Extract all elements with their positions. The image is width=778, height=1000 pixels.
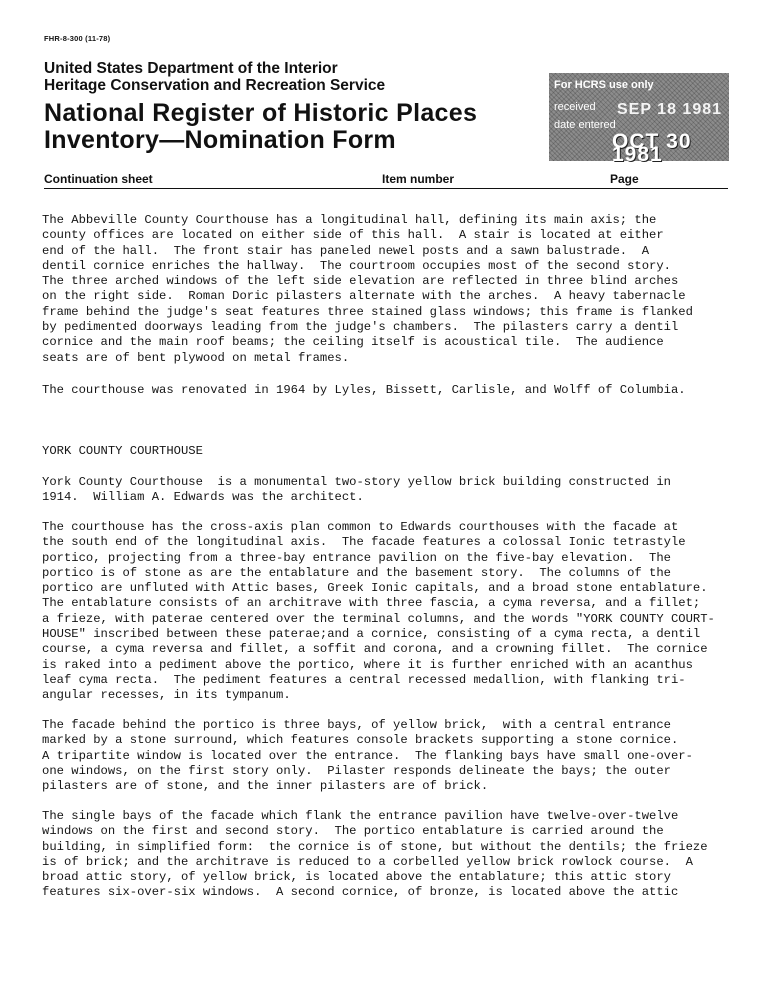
paragraph-abbeville-interior: The Abbeville County Courthouse has a longitudinal hall, defining its main axis; the county offices are located on either side of this hall. A stair is located at either end of the hall. The front stair has paneled newel posts and a sawn balustrade. A dentil cornice enriches the hallway. The courtroom occupies most of the second story. The three arched windows of the left side elevation are reflected in three blind arches on the right side. Roman Doric pilasters alternate with the arches. A heavy tabernacle frame behind the judge's seat features three stained glass windows; this frame is flanked by pedimented doorways leading from the judge's chambers. The pilasters carry a dentil cornice and the main roof beams; the ceiling itself is acoustical tile. The audience seats are of bent plywood on metal frames.: [42, 213, 693, 365]
department-line-2: Heritage Conservation and Recreation Service: [44, 77, 386, 94]
form-title-line-2: Inventory—Nomination Form: [44, 126, 396, 154]
section-heading-york: YORK COUNTY COURTHOUSE: [42, 444, 203, 458]
paragraph-york-portico: The courthouse has the cross-axis plan common to Edwards courthouses with the facade at the south end of the longitudinal axis. The facade features a colossal Ionic tetrastyle portico, projecting from a three-bay entrance pavilion on the five-bay elevation. The portico is of stone as are the entablature and the basement story. The columns of the portico are unfluted with Attic bases, Greek Ionic capitals, and a broad stone entablature. The entablature consists of an architrave with three fascia, a cyma reversa, and a fillet; a frieze, with paterae centered over the terminal columns, and the words "YORK COUNTY COURT- HOUSE" inscribed between these paterae;and a cornice, consisting of a cyma recta, a dentil course, a cyma reversa and fillet, a soffit and corona, and a crowning fillet. The cornice is raked into a pediment above the portico, where it is further enriched with an acanthus leaf cyma recta. The pediment features a central recessed medallion, with flanking tri- angular recesses, in its tympanum.: [42, 520, 715, 703]
item-number-label: Item number: [382, 172, 455, 186]
header-divider: [44, 188, 728, 189]
page-label: Page: [610, 172, 639, 186]
paragraph-york-intro: York County Courthouse is a monumental two-story yellow brick building constructed in 1914. William A. Edwards was the architect.: [42, 475, 671, 505]
stamp-received-label: received: [554, 101, 596, 113]
paragraph-york-facade: The facade behind the portico is three bays, of yellow brick, with a central entrance marked by a stone surround, which features console brackets supporting a stone cornice. A tripartite window is located over the entrance. The flanking bays have small one-over- one windows, on the first story only. Pilaster responds delineate the bays; the outer pilasters are of stone, and the inner pilasters are of brick.: [42, 718, 693, 794]
form-code: FHR-8-300 (11-78): [44, 34, 111, 43]
department-line-1: United States Department of the Interior: [44, 60, 338, 77]
continuation-sheet-label: Continuation sheet: [44, 172, 153, 186]
hcrs-stamp-box: [549, 73, 729, 166]
department-heading: [44, 60, 385, 94]
paragraph-york-bays: The single bays of the facade which flank the entrance pavilion have twelve-over-twelve windows on the first and second story. The portico entablature is carried around the building, in simplified form: the cornice is of stone, but without the dentils; the frieze is of brick; and the architrave is reduced to a corbelled yellow brick rowlock course. A broad attic story, of yellow brick, is located above the entablature; this attic story features six-over-six windows. A second cornice, of bronze, is located above the attic: [42, 809, 708, 900]
form-title: [44, 100, 477, 154]
form-title-line-1: National Register of Historic Places: [44, 99, 478, 127]
stamp-received-date: SEP 18 1981: [617, 101, 723, 118]
stamp-entered-date: OCT 30 1981: [612, 130, 692, 166]
stamp-heading: For HCRS use only: [554, 79, 654, 91]
stamp-entered-label: date entered: [554, 119, 616, 131]
paragraph-abbeville-renovation: The courthouse was renovated in 1964 by Lyles, Bissett, Carlisle, and Wolff of Columbia.: [42, 383, 686, 397]
